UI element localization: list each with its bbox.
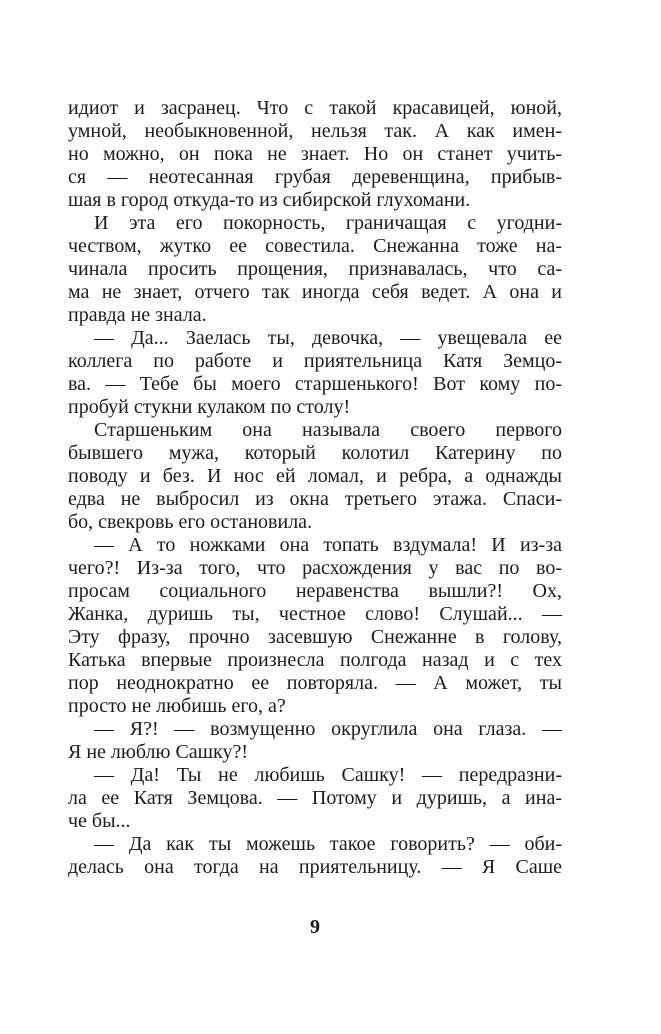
text-line: правда не знала. — [68, 304, 207, 326]
paragraph — [68, 327, 562, 419]
text-line: идиот и засранец. Что с такой красавицей, юной, — [68, 97, 562, 119]
page-text — [68, 97, 562, 879]
text-line: просам социального неравенства вышли?! Ох, — [68, 580, 562, 602]
text-line: едва не выбросил из окна третьего этажа. Спаси- — [68, 488, 562, 510]
text-line: — Я?! — возмущенно округлила она глаза. — — [94, 718, 562, 740]
text-line: бывшего мужа, который колотил Катерину по — [68, 442, 562, 464]
text-line: Эту фразу, прочно засевшую Снежанне в голову, — [68, 626, 562, 648]
text-line: коллега по работе и приятельница Катя Земцо- — [68, 350, 562, 372]
text-line: бо, свекровь его остановила. — [68, 511, 313, 533]
text-line: ся — неотесанная грубая деревенщина, прибыв- — [68, 166, 562, 188]
text-line: шая в город откуда-то из сибирской глухомани. — [68, 189, 471, 211]
text-line: делась она тогда на приятельницу. — Я Саше — [68, 856, 562, 878]
text-line: просто не любишь его, а? — [68, 695, 286, 717]
text-line: Жанка, дуришь ты, честное слово! Слушай... — — [68, 603, 562, 625]
text-line: — Да... Заелась ты, девочка, — увещевала ее — [94, 327, 562, 349]
page-number: 9 — [310, 916, 320, 938]
text-line: пробуй стукни кулаком по столу! — [68, 396, 351, 418]
text-line: но можно, он пока не знает. Но он станет учить- — [68, 143, 562, 165]
text-line: Старшеньким она называла своего первого — [94, 419, 562, 441]
text-line: — А то ножками она топать вздумала! И из-за — [94, 534, 562, 556]
text-line: Катька впервые произнесла полгода назад и с тех — [68, 649, 562, 671]
text-line: Я не люблю Сашку?! — [68, 741, 249, 763]
text-line: — Да! Ты не любишь Сашку! — передразни- — [94, 764, 562, 786]
paragraph — [68, 833, 562, 879]
text-line: И эта его покорность, граничащая с угодни- — [94, 212, 562, 234]
text-line: ва. — Тебе бы моего старшенького! Вот кому по- — [68, 373, 562, 395]
text-line: чеством, жутко ее совестила. Снежанна тоже на- — [68, 235, 562, 257]
text-line: поводу и без. И нос ей ломал, и ребра, а однажды — [68, 465, 562, 487]
text-line: чего?! Из-за того, что расхождения у вас по во- — [68, 557, 562, 579]
paragraph — [68, 419, 562, 534]
paragraph — [68, 212, 562, 327]
text-line: пор неоднократно ее повторяла. — А может, ты — [68, 672, 562, 694]
text-line: — Да как ты можешь такое говорить? — оби- — [94, 833, 562, 855]
text-line: ла ее Катя Земцова. — Потому и дуришь, а ина- — [68, 787, 562, 809]
text-line: чинала просить прощения, признавалась, что са- — [68, 258, 562, 280]
text-line: ма не знает, отчего так иногда себя ведет. А она и — [68, 281, 562, 303]
paragraph — [68, 97, 562, 212]
text-line: че бы... — [68, 810, 131, 832]
paragraph — [68, 764, 562, 833]
paragraph — [68, 534, 562, 718]
text-line: умной, необыкновенной, нельзя так. А как имен- — [68, 120, 562, 142]
paragraph — [68, 718, 562, 764]
